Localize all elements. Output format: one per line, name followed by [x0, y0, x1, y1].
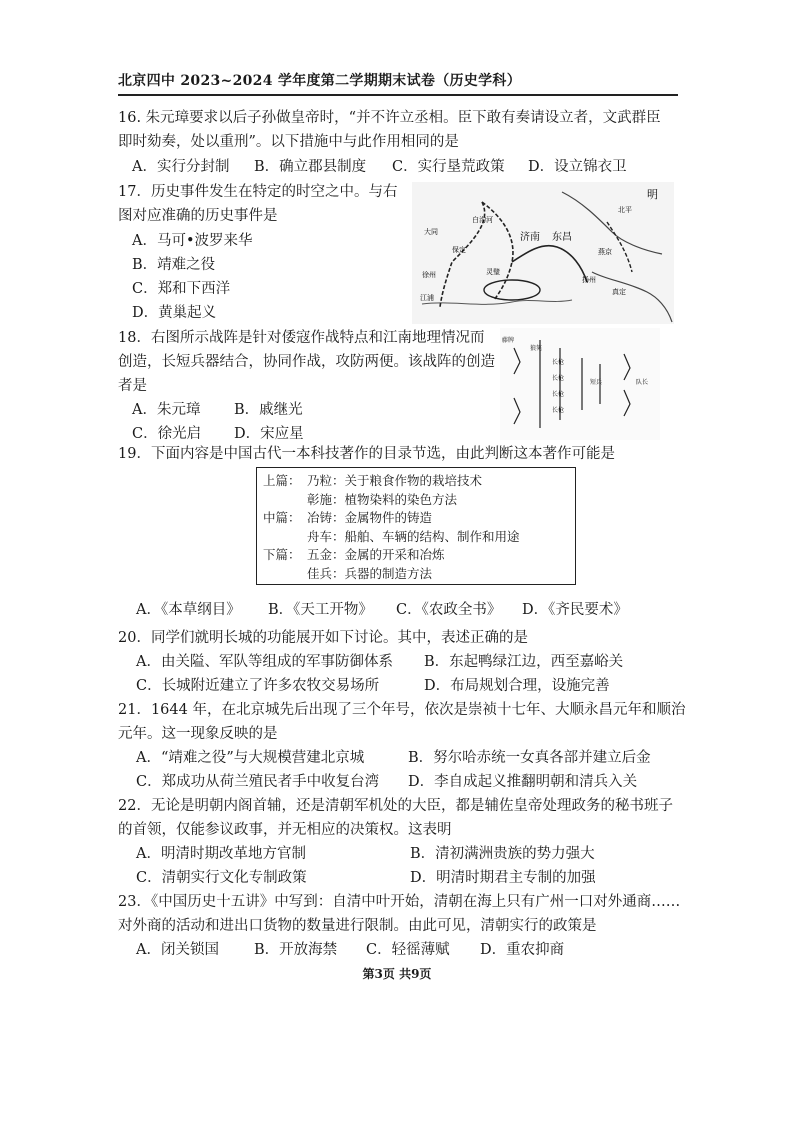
q23-stem-line2: 对外商的活动和进出口货物的数量进行限制。由此可见，清朝实行的政策是 — [118, 918, 597, 934]
toc-desc: 船舶、车辆的结构、制作和用途 — [344, 528, 520, 544]
q22-option-d[interactable]: D．明清时期君主专制的加强 — [410, 870, 596, 886]
q17-option-b[interactable]: B．靖难之役 — [132, 257, 216, 273]
q21-option-d[interactable]: D．李自成起义推翻明朝和清兵入关 — [408, 774, 638, 790]
q17-option-a[interactable]: A．马可•波罗来华 — [132, 233, 253, 249]
formation-label-4: 长枪 — [552, 375, 565, 382]
q22-stem-line2: 的首领，仅能参议政事，并无相应的决策权。这表明 — [118, 822, 452, 838]
q20-option-d[interactable]: D．布局规划合理，设施完善 — [424, 678, 610, 694]
map-label-10: 燕京 — [598, 248, 612, 256]
toc-row — [263, 472, 569, 491]
toc-desc: 金属物件的铸造 — [344, 510, 433, 525]
toc-title: 舟车： — [307, 528, 345, 544]
toc-row — [263, 565, 569, 584]
q18-option-c[interactable]: C．徐光启 — [132, 426, 202, 442]
q20-option-c[interactable]: C．长城附近建立了许多农牧交易场所 — [136, 678, 380, 694]
q17-campaign-map — [412, 182, 674, 324]
map-label-8: 扬州 — [582, 276, 596, 284]
page-footer: 第3页 共9页 — [362, 967, 432, 981]
q19-table-of-contents — [256, 467, 576, 585]
q21-option-a[interactable]: A．“靖难之役”与大规模营建北京城 — [136, 750, 365, 766]
q22-option-b[interactable]: B．清初满洲贵族的势力强大 — [410, 846, 595, 862]
toc-title: 五金： — [307, 547, 345, 562]
toc-title: 乃粒： — [307, 473, 345, 488]
toc-desc: 植物染料的染色方法 — [344, 491, 458, 507]
q22-option-a[interactable]: A．明清时期改革地方官制 — [136, 846, 306, 862]
q18-option-a[interactable]: A．朱元璋 — [132, 402, 201, 418]
q19-option-d[interactable]: D．《齐民要术》 — [522, 602, 628, 618]
toc-row — [263, 509, 569, 528]
q19-option-c[interactable]: C．《农政全书》 — [396, 602, 502, 618]
toc-section: 中篇： — [263, 510, 301, 525]
map-label-ming: 明 — [647, 188, 658, 201]
q22-stem-line1: 22．无论是明朝内阁首辅，还是清朝军机处的大臣，都是辅佐皇帝处理政务的秘书班子 — [118, 798, 673, 814]
toc-row — [263, 528, 569, 547]
q16-option-c[interactable]: C．实行垦荒政策 — [392, 159, 505, 175]
toc-desc: 金属的开采和冶炼 — [344, 547, 445, 562]
q18-stem-line2: 创造，长短兵器结合，协同作战，攻防两便。该战阵的创造 — [118, 354, 495, 370]
q16-option-a[interactable]: A．实行分封制 — [132, 159, 230, 175]
q17-stem-line2: 图对应准确的历史事件是 — [118, 208, 278, 224]
toc-section: 上篇： — [263, 473, 301, 488]
q16-option-d[interactable]: D．设立锦衣卫 — [528, 159, 627, 175]
q16-stem-line2: 即时劾奏，处以重刑”。以下措施中与此作用相同的是 — [118, 134, 459, 150]
q16-option-b[interactable]: B．确立郡县制度 — [254, 159, 367, 175]
map-label-12: 真定 — [612, 288, 626, 296]
toc-section: 下篇： — [263, 547, 301, 562]
q21-stem-line1: 21．1644 年，在北京城先后出现了三个年号，依次是崇祯十七年、大顺永昌元年和顺治 — [118, 702, 686, 718]
toc-desc: 兵器的制造方法 — [344, 565, 433, 581]
formation-label-3: 长枪 — [552, 359, 565, 366]
formation-label-1: 藤牌 — [502, 337, 515, 344]
formation-label-6: 长枪 — [552, 407, 565, 414]
q23-option-a[interactable]: A．闭关锁国 — [136, 942, 219, 958]
q23-option-b[interactable]: B．开放海禁 — [254, 942, 338, 958]
q18-formation-diagram — [500, 328, 660, 440]
toc-row — [263, 491, 569, 510]
toc-desc: 关于粮食作物的栽培技术 — [344, 473, 483, 488]
q18-stem-line1: 18．右图所示战阵是针对倭寇作战特点和江南地理情况而 — [118, 330, 485, 346]
map-label-11: 北平 — [618, 206, 632, 214]
formation-label-5: 长枪 — [552, 391, 565, 398]
map-label-5: 东昌 — [552, 232, 572, 243]
q20-option-a[interactable]: A．由关隘、军队等组成的军事防御体系 — [136, 654, 393, 670]
map-label-2: 保定 — [452, 246, 466, 254]
map-label-9: 江浦 — [420, 294, 434, 302]
q17-option-d[interactable]: D．黄巢起义 — [132, 305, 217, 321]
toc-title: 彰施： — [307, 491, 345, 507]
q23-option-c[interactable]: C．轻徭薄赋 — [366, 942, 450, 958]
q20-stem: 20．同学们就明长城的功能展开如下讨论。其中，表述正确的是 — [118, 630, 528, 646]
page-header: 北京四中 2023~2024 学年度第二学期期末试卷（历史学科） — [118, 70, 678, 96]
formation-label-2: 狼筅 — [530, 345, 543, 352]
map-label-1: 大同 — [424, 228, 438, 236]
toc-title: 冶铸： — [307, 510, 345, 525]
map-label-4: 白沟河 — [472, 216, 493, 224]
map-label-6: 灵璧 — [486, 268, 500, 276]
q23-stem-line1: 23．《中国历史十五讲》中写到：自清中叶开始，清朝在海上只有广州一口对外通商…… — [118, 894, 681, 910]
map-label-7: 徐州 — [422, 271, 436, 279]
q22-option-c[interactable]: C．清朝实行文化专制政策 — [136, 870, 307, 886]
q19-option-b[interactable]: B．《天工开物》 — [268, 602, 373, 618]
q17-option-c[interactable]: C．郑和下西洋 — [132, 281, 231, 297]
q21-option-b[interactable]: B．努尔哈赤统一女真各部并建立后金 — [408, 750, 651, 766]
q21-option-c[interactable]: C．郑成功从荷兰殖民者手中收复台湾 — [136, 774, 380, 790]
toc-row — [263, 546, 569, 565]
q19-stem: 19．下面内容是中国古代一本科技著作的目录节选，由此判断这本著作可能是 — [118, 446, 615, 462]
q17-stem-line1: 17．历史事件发生在特定的时空之中。与右 — [118, 184, 398, 200]
q20-option-b[interactable]: B．东起鸭绿江边，西至嘉峪关 — [424, 654, 624, 670]
q18-option-b[interactable]: B．戚继光 — [234, 402, 303, 418]
map-label-3: 济南 — [520, 232, 540, 243]
formation-label-8: 队长 — [636, 379, 649, 386]
formation-label-7: 短兵 — [590, 379, 603, 386]
q19-option-a[interactable]: A．《本草纲目》 — [136, 602, 241, 618]
toc-title: 佳兵： — [307, 565, 345, 581]
q18-stem-line3: 者是 — [118, 378, 147, 394]
q23-option-d[interactable]: D．重农抑商 — [480, 942, 565, 958]
q18-option-d[interactable]: D．宋应星 — [234, 426, 304, 442]
q21-stem-line2: 元年。这一现象反映的是 — [118, 726, 278, 742]
q16-stem-line1: 16. 朱元璋要求以后子孙做皇帝时，“并不许立丞相。臣下敢有奏请设立者，文武群臣 — [118, 110, 661, 126]
